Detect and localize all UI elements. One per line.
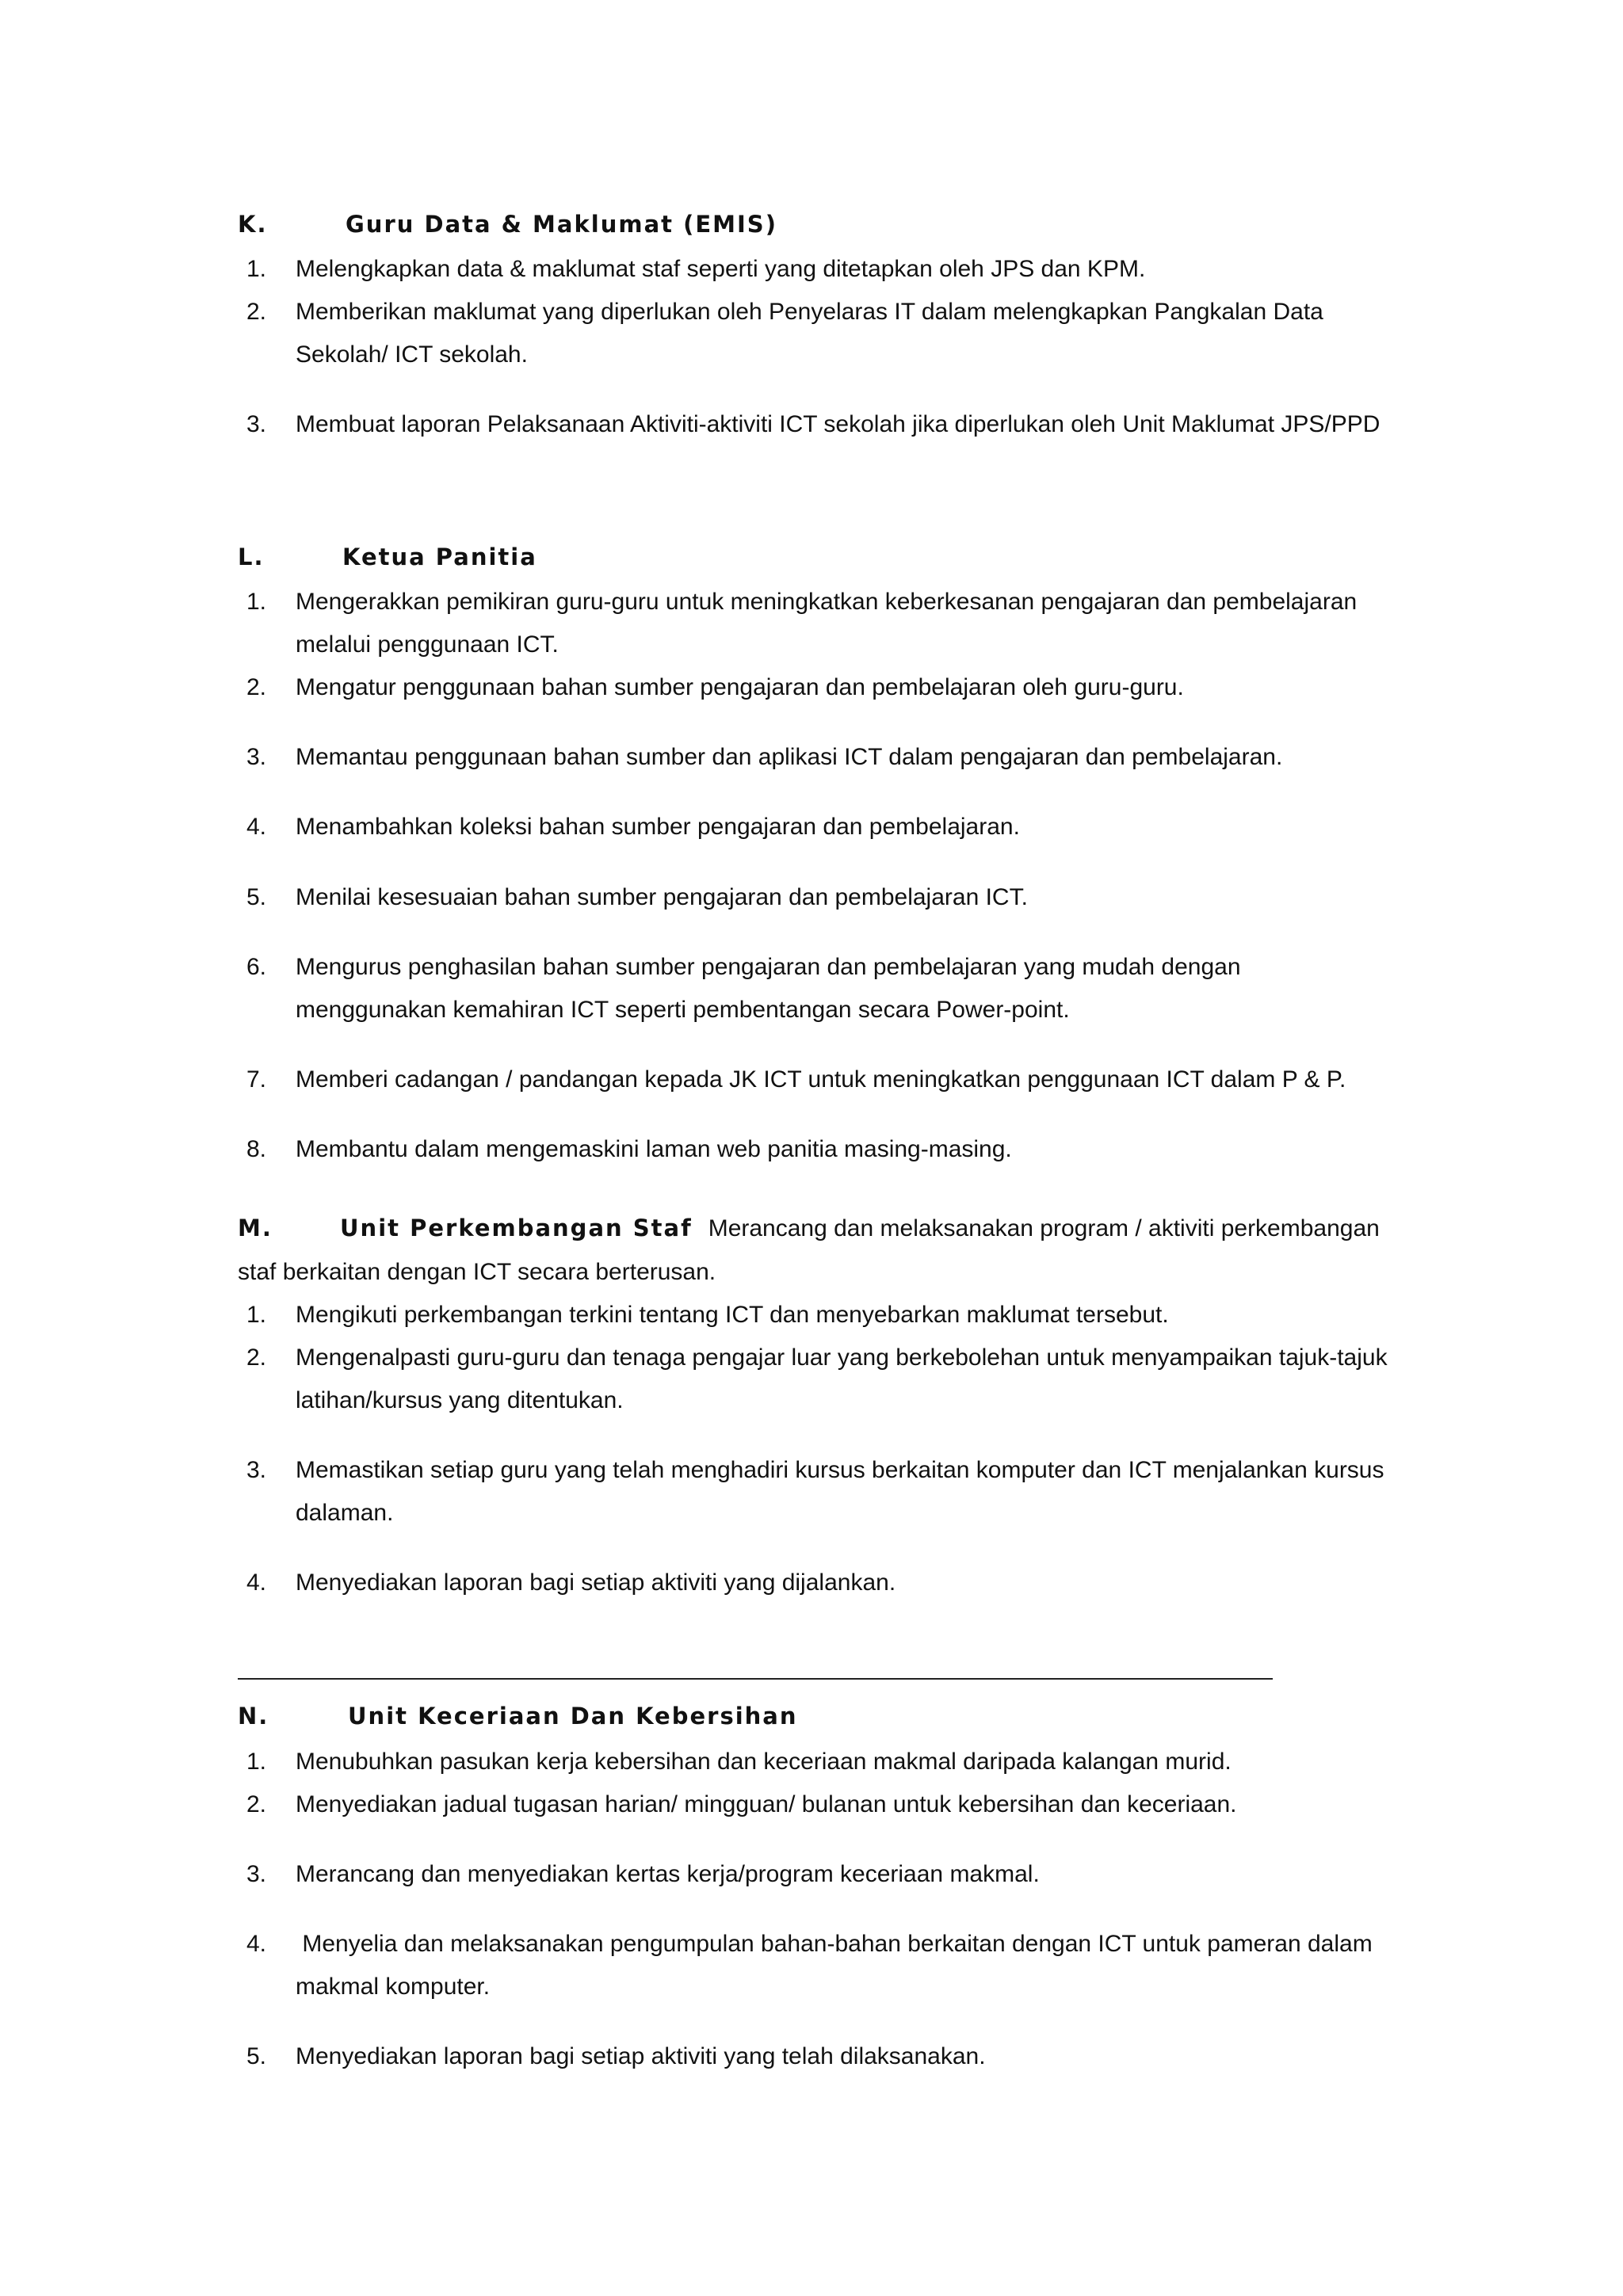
item-text: Memberikan maklumat yang diperlukan oleh Penyelaras IT dalam melengkapkan Pangkalan Data bbox=[296, 299, 1323, 325]
horizontal-rule bbox=[238, 1678, 1273, 1680]
item-text: Membantu dalam mengemaskini laman web panitia masing-masing. bbox=[296, 1136, 1012, 1162]
item-text: Merancang dan menyediakan kertas kerja/program keceriaan makmal. bbox=[296, 1861, 1040, 1887]
item-text: Mengurus penghasilan bahan sumber pengajaran dan pembelajaran yang mudah dengan bbox=[296, 954, 1241, 980]
section-letter: M. bbox=[238, 1215, 273, 1241]
item-text-continued: melalui penggunaan ICT. bbox=[296, 631, 559, 658]
item-text: Mengerakkan pemikiran guru-guru untuk meningkatkan keberkesanan pengajaran dan pembelajaran bbox=[296, 589, 1358, 615]
item-number: 7. bbox=[246, 1066, 267, 1093]
item-text: Melengkapkan data & maklumat staf seperti yang ditetapkan oleh JPS dan KPM. bbox=[296, 256, 1146, 282]
item-text: Memantau penggunaan bahan sumber dan aplikasi ICT dalam pengajaran dan pembelajaran. bbox=[296, 744, 1283, 770]
item-number: 2. bbox=[246, 299, 267, 325]
item-number: 1. bbox=[246, 1302, 267, 1328]
item-number: 3. bbox=[246, 744, 267, 770]
item-number: 5. bbox=[246, 884, 267, 910]
item-text-continued: latihan/kursus yang ditentukan. bbox=[296, 1387, 624, 1413]
item-text: Menyelia dan melaksanakan pengumpulan bahan-bahan berkaitan dengan ICT untuk pameran dalam bbox=[296, 1931, 1373, 1957]
section-title: Unit Keceriaan Dan Kebersihan bbox=[348, 1703, 798, 1730]
item-text: Memberi cadangan / pandangan kepada JK ICT untuk meningkatkan penggunaan ICT dalam P & P. bbox=[296, 1066, 1346, 1093]
item-number: 1. bbox=[246, 1749, 267, 1775]
item-number: 3. bbox=[246, 1457, 267, 1483]
item-number: 1. bbox=[246, 256, 267, 282]
section-letter: K. bbox=[238, 211, 268, 238]
section-heading-m bbox=[238, 1215, 1380, 1242]
section-heading-l bbox=[238, 543, 537, 570]
item-text: Mengatur penggunaan bahan sumber pengajaran dan pembelajaran oleh guru-guru. bbox=[296, 674, 1184, 700]
item-text-continued: dalaman. bbox=[296, 1500, 394, 1526]
item-text: Memastikan setiap guru yang telah menghadiri kursus berkaitan komputer dan ICT menjalankan kursus bbox=[296, 1457, 1384, 1483]
item-number: 2. bbox=[246, 1344, 267, 1371]
item-text-continued: makmal komputer. bbox=[296, 1974, 491, 2000]
item-number: 5. bbox=[246, 2043, 267, 2069]
section-letter: N. bbox=[238, 1703, 269, 1730]
section-heading-n bbox=[238, 1703, 798, 1730]
item-number: 3. bbox=[246, 411, 267, 437]
item-number: 4. bbox=[246, 1569, 267, 1596]
section-letter: L. bbox=[238, 543, 265, 570]
item-text-continued: menggunakan kemahiran ICT seperti pembentangan secara Power-point. bbox=[296, 997, 1070, 1023]
section-intro: Merancang dan melaksanakan program / aktiviti perkembangan bbox=[708, 1215, 1380, 1241]
item-text: Mengenalpasti guru-guru dan tenaga pengajar luar yang berkebolehan untuk menyampaikan tajuk-tajuk bbox=[296, 1344, 1388, 1371]
section-heading-k bbox=[238, 211, 777, 238]
item-text: Mengikuti perkembangan terkini tentang ICT dan menyebarkan maklumat tersebut. bbox=[296, 1302, 1169, 1328]
item-number: 3. bbox=[246, 1861, 267, 1887]
item-text-continued: Sekolah/ ICT sekolah. bbox=[296, 341, 528, 368]
item-text: Menyediakan jadual tugasan harian/ mingguan/ bulanan untuk kebersihan dan keceriaan. bbox=[296, 1791, 1237, 1817]
section-title: Guru Data & Maklumat (EMIS) bbox=[346, 211, 777, 238]
item-number: 6. bbox=[246, 954, 267, 980]
item-text: Membuat laporan Pelaksanaan Aktiviti-aktiviti ICT sekolah jika diperlukan oleh Unit Maklumat JPS/PPD bbox=[296, 411, 1381, 437]
item-number: 4. bbox=[246, 1931, 267, 1957]
item-text: Menilai kesesuaian bahan sumber pengajaran dan pembelajaran ICT. bbox=[296, 884, 1028, 910]
item-number: 4. bbox=[246, 814, 267, 840]
item-text: Menubuhkan pasukan kerja kebersihan dan keceriaan makmal daripada kalangan murid. bbox=[296, 1749, 1232, 1775]
section-title: Unit Perkembangan Staf bbox=[340, 1215, 693, 1241]
section-title: Ketua Panitia bbox=[342, 543, 537, 570]
item-number: 8. bbox=[246, 1136, 267, 1162]
item-number: 2. bbox=[246, 674, 267, 700]
item-text: Menyediakan laporan bagi setiap aktiviti yang dijalankan. bbox=[296, 1569, 896, 1596]
item-number: 2. bbox=[246, 1791, 267, 1817]
item-text: Menyediakan laporan bagi setiap aktiviti yang telah dilaksanakan. bbox=[296, 2043, 986, 2069]
item-number: 1. bbox=[246, 589, 267, 615]
item-text: Menambahkan koleksi bahan sumber pengajaran dan pembelajaran. bbox=[296, 814, 1020, 840]
section-intro-continued: staf berkaitan dengan ICT secara berterusan. bbox=[238, 1259, 716, 1285]
